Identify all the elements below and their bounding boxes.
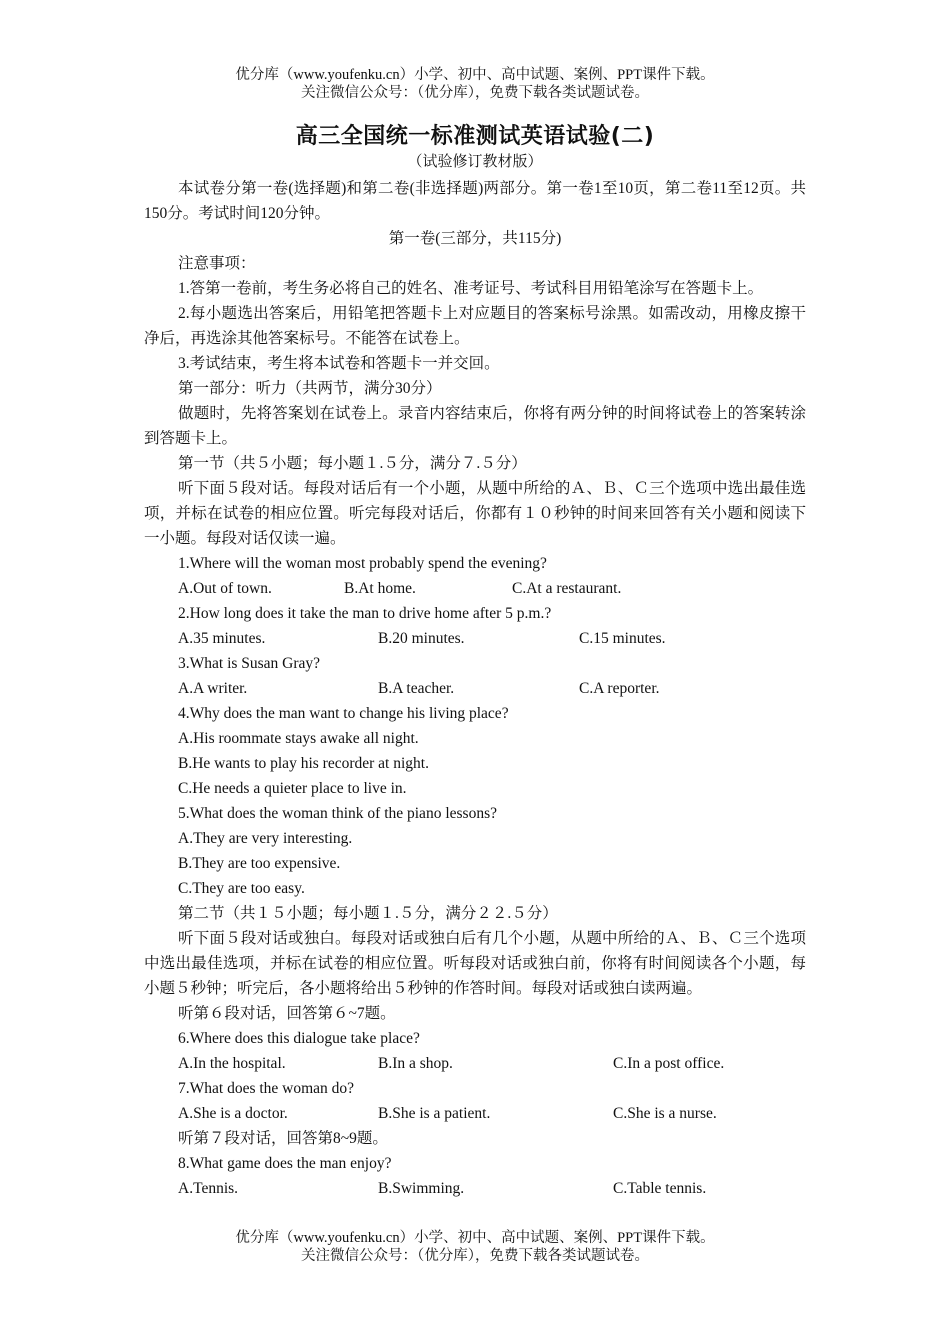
page-header bbox=[0, 66, 950, 102]
option-b: B.In a shop. bbox=[378, 1055, 453, 1072]
part1-heading: 第一卷(三部分，共115分) bbox=[388, 230, 562, 247]
question-3: 3.What is Susan Gray? bbox=[178, 655, 321, 672]
option-a: A.Tennis. bbox=[178, 1180, 239, 1197]
note-3: 3.考试结束，考生将本试卷和答题卡一并交回。 bbox=[178, 355, 500, 372]
option-b: B.At home. bbox=[344, 580, 416, 597]
option-a: A.His roommate stays awake all night. bbox=[178, 730, 419, 747]
section2-instructions: 听下面５段对话或独白。每段对话或独白后有几个小题，从题中所给的Ａ、Ｂ、Ｃ三个选项中选出最佳选项，并标在试卷的相应位置。听每段对话或独白前，你将有时间阅读各个小题，每小题５秒钟；听完后，各小题将给出５秒钟的作答时间。每段对话或独白读两遍。 bbox=[144, 930, 806, 997]
question-8-options bbox=[144, 1176, 806, 1201]
option-b: B.They are too expensive. bbox=[178, 855, 341, 872]
option-a: A.35 minutes. bbox=[178, 630, 266, 647]
option-c: C.At a restaurant. bbox=[512, 580, 622, 597]
footer-line-1: 优分库（www.youfenku.cn）小学、初中、高中试题、案例、PPT课件下载。 bbox=[235, 1230, 715, 1246]
document-body bbox=[144, 122, 806, 1201]
question-2-options bbox=[144, 626, 806, 651]
option-c: C.15 minutes. bbox=[579, 630, 666, 647]
page-title: 高三全国统一标准测试英语试验(二) bbox=[295, 124, 655, 149]
option-c: C.They are too easy. bbox=[178, 880, 305, 897]
question-4: 4.Why does the man want to change his living place? bbox=[178, 705, 509, 722]
question-7-options bbox=[144, 1101, 806, 1126]
option-a: A.She is a doctor. bbox=[178, 1105, 288, 1122]
listening-title: 第一部分：听力（共两节，满分30分） bbox=[178, 380, 442, 397]
option-a: A.They are very interesting. bbox=[178, 830, 353, 847]
question-8: 8.What game does the man enjoy? bbox=[178, 1155, 392, 1172]
dialog-6-instruction: 听第６段对话，回答第６~7题。 bbox=[178, 1005, 396, 1022]
option-c: C.A reporter. bbox=[579, 680, 660, 697]
question-1-options bbox=[144, 576, 806, 601]
page-subtitle: （试验修订教材版） bbox=[407, 154, 543, 170]
option-b: B.20 minutes. bbox=[378, 630, 465, 647]
page-footer bbox=[0, 1229, 950, 1265]
note-1: 1.答第一卷前，考生务必将自己的姓名、准考证号、考试科目用铅笔涂写在答题卡上。 bbox=[178, 280, 764, 297]
question-2: 2.How long does it take the man to drive home after 5 p.m.? bbox=[178, 605, 552, 622]
section2-title: 第二节（共１５小题；每小题１.５分，满分２２.５分） bbox=[178, 905, 558, 922]
option-a: A.Out of town. bbox=[178, 580, 272, 597]
question-5: 5.What does the woman think of the piano lessons? bbox=[178, 805, 497, 822]
option-a: A.A writer. bbox=[178, 680, 248, 697]
section1-instructions: 听下面５段对话。每段对话后有一个小题，从题中所给的Ａ、Ｂ、Ｃ三个选项中选出最佳选项，并标在试卷的相应位置。听完每段对话后，你都有１０秒钟的时间来回答有关小题和阅读下一小题。每段对话仅读一遍。 bbox=[144, 480, 806, 547]
option-b: B.A teacher. bbox=[378, 680, 455, 697]
option-b: B.Swimming. bbox=[378, 1180, 465, 1197]
intro-paragraph: 本试卷分第一卷(选择题)和第二卷(非选择题)两部分。第一卷1至10页，第二卷11至12页。共150分。考试时间120分钟。 bbox=[144, 180, 806, 222]
question-6-options bbox=[144, 1051, 806, 1076]
option-b: B.She is a patient. bbox=[378, 1105, 491, 1122]
header-line-1: 优分库（www.youfenku.cn）小学、初中、高中试题、案例、PPT课件下载。 bbox=[235, 67, 715, 83]
notes-title: 注意事项： bbox=[178, 255, 256, 272]
option-c: C.In a post office. bbox=[613, 1055, 725, 1072]
option-c: C.She is a nurse. bbox=[613, 1105, 717, 1122]
question-1: 1.Where will the woman most probably spend the evening? bbox=[178, 555, 547, 572]
question-3-options bbox=[144, 676, 806, 701]
section1-title: 第一节（共５小题；每小题１.５分，满分７.５分） bbox=[178, 455, 527, 472]
note-2: 2.每小题选出答案后，用铅笔把答题卡上对应题目的答案标号涂黑。如需改动，用橡皮擦干净后，再选涂其他答案标号。不能答在试卷上。 bbox=[144, 305, 806, 347]
option-a: A.In the hospital. bbox=[178, 1055, 286, 1072]
listening-instructions: 做题时，先将答案划在试卷上。录音内容结束后，你将有两分钟的时间将试卷上的答案转涂到答题卡上。 bbox=[144, 405, 806, 447]
option-c: C.Table tennis. bbox=[613, 1180, 707, 1197]
question-6: 6.Where does this dialogue take place? bbox=[178, 1030, 420, 1047]
question-7: 7.What does the woman do? bbox=[178, 1080, 355, 1097]
footer-line-2: 关注微信公众号：（优分库），免费下载各类试题试卷。 bbox=[301, 1248, 649, 1264]
option-b: B.He wants to play his recorder at night. bbox=[178, 755, 429, 772]
header-line-2: 关注微信公众号：（优分库），免费下载各类试题试卷。 bbox=[301, 85, 649, 101]
dialog-7-instruction: 听第７段对话，回答第8~9题。 bbox=[178, 1130, 388, 1147]
option-c: C.He needs a quieter place to live in. bbox=[178, 780, 407, 797]
